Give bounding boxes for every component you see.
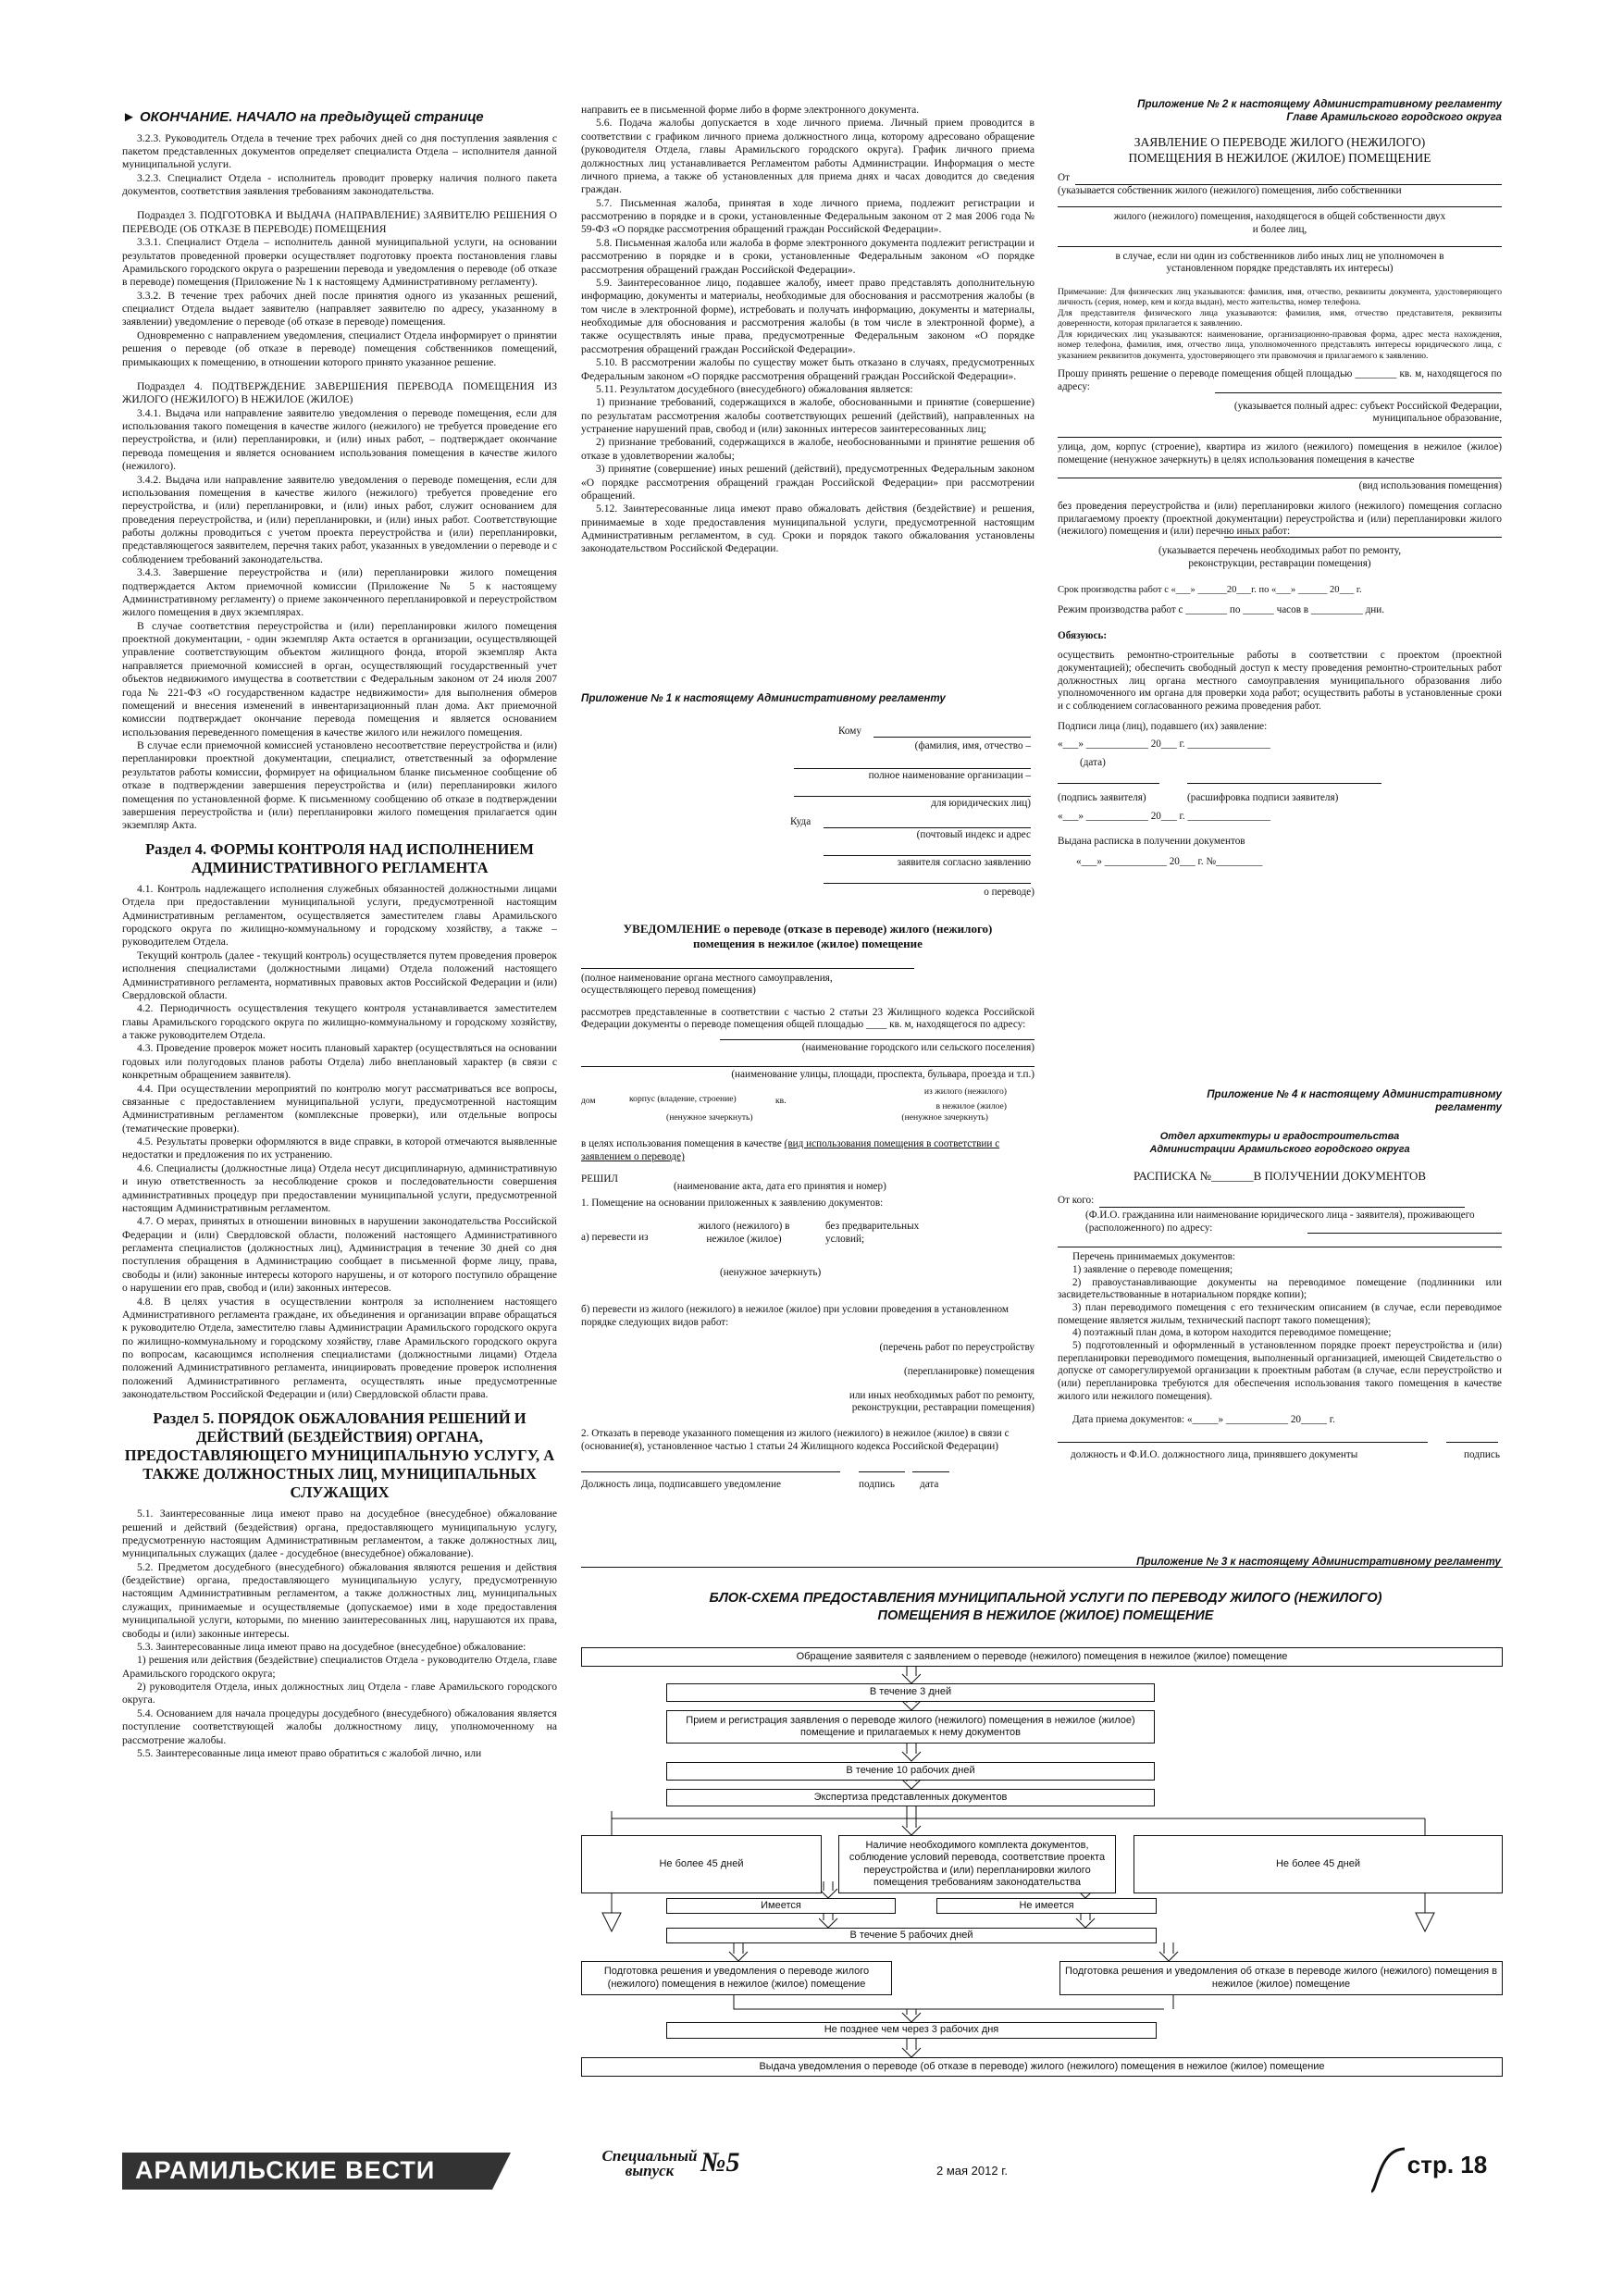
page-footer <box>122 2145 1501 2197</box>
appendix-4-form <box>1058 1088 1502 1471</box>
zhil-caption: жилого (нежилого) помещения, находящегося в общей собственности двух и более лиц, <box>1113 211 1446 235</box>
line <box>1058 1234 1502 1247</box>
flow-step-prepare-transfer: Подготовка решения и уведомления о переводе жилого (нежилого) помещения в нежилое (жилое) помещение <box>581 1961 892 1995</box>
otdel-caption: Отдел архитектуры и градостроительства Администрации Арамильского городского округа <box>1149 1131 1410 1155</box>
col1-block1 <box>122 132 557 199</box>
line <box>1075 175 1502 185</box>
inyh-caption: или иных необходимых работ по ремонту, реконструкции, реставрации помещения) <box>849 1389 1035 1414</box>
line <box>1099 1198 1465 1208</box>
note-physical: Примечание: Для физических лиц указываются: фамилия, имя, отчество, реквизиты документа, удостоверяющего личность (серия, номер, кем и когда выдан), место жительства, номер телефона. <box>1058 286 1502 308</box>
fio-caption: (фамилия, имя, отчество – <box>914 740 1031 752</box>
paragraph: 4.1. Контроль надлежащего исполнения служебных обязанностей должностными лицами Отдела при предоставлении муниципальной услуги, предусмотренной настоящим Административным регламентом, осуществляется заместителем главы Арамильского городского округа по жилищно-коммунальному и городскому хозяйству, а также – руководителем Отдела. <box>122 882 557 949</box>
podpis-caption: подпись <box>859 1479 895 1491</box>
bez-text: без проведения переустройства и (или) перепланировки жилого (нежилого) помещения согласно прилагаемому проекту (проектной документации) переустройства и (или) перепланировки жилого (нежилого) помещения и (или) перечню иных работ: <box>1058 501 1502 538</box>
paragraph: 5.10. В рассмотрении жалобы по существу может быть отказано в случаях, предусмотренных Федеральным законом «О порядке рассмотрения обращений граждан Российской Федерации». <box>581 356 1035 382</box>
sobstv-caption: (указывается собственник жилого (нежилого) помещения, либо собственники <box>1058 184 1402 196</box>
kv-label: кв. <box>775 1096 787 1107</box>
perech-caption: (указывается перечень необходимых работ по ремонту, реконструкции, реставрации помещения) <box>1158 545 1402 569</box>
paragraph: В случае если приемочной комиссией установлено несоответствие переустройства и (или) перепланировки проектной документации, специалист, ответственный за оформление результатов работы комиссии, формирует на официальном бланке письменное сообщение об отказе в подтверждении завершения переустройства и (или) перепланировки жилого помещения по установленной форме. К письменному сообщению об отказе в подтверждении завершения переустройства и (или) перепланировки жилого помещения прилагается один экземпляр Акта. <box>122 739 557 832</box>
paragraph: 1) признание требований, содержащихся в жалобе, обоснованными и принятие (совершение) по результатам рассмотрения жалобы соответствующих решений (действий), направленных на устранение нарушений прав, свобод и (или) законных интересов заинтересованных лиц; <box>581 396 1035 435</box>
appendix-1-header: Приложение № 1 к настоящему Административному регламенту <box>581 692 946 704</box>
special-issue-label: Специальный выпуск <box>601 2147 698 2180</box>
paragraph: 4.6. Специалисты (должностные лица) Отдела несут дисциплинарную, административную и иную ответственность за несоблюдение сроков и последовательности совершения административных процедур при предоставлении муниципальной услуги, предусмотренной настоящим Административным регламентом. <box>122 1161 557 1214</box>
obyaz-label: Обязуюсь: <box>1058 629 1108 641</box>
option-b: б) перевести из жилого (нежилого) в нежилое (жилое) при условии проведения в установленном порядке следующих видов работ: <box>581 1304 1009 1328</box>
line <box>1215 389 1502 393</box>
issue-date: 2 мая 2012 г. <box>936 2164 1008 2178</box>
dolzh-caption: должность и Ф.И.О. должностного лица, принявшего документы <box>1071 1448 1358 1460</box>
celi-label: в целях использования помещения в качестве <box>581 1138 782 1150</box>
option-a-middle: жилого (нежилого) в нежилое (жилое) <box>698 1221 790 1246</box>
line <box>1187 783 1381 784</box>
line <box>824 855 1031 856</box>
appendix-3-header: Приложение № 3 к настоящему Административному регламенту <box>1136 1556 1501 1568</box>
srok-text: Срок производства работ с «___» ______20___г. по «___» ______ 20___ г. <box>1058 585 1362 596</box>
ot-label: От <box>1058 172 1070 184</box>
appendix-1-form <box>581 692 1035 1508</box>
reshil-label: РЕШИЛ <box>581 1173 619 1185</box>
line <box>1058 197 1502 207</box>
paragraph: 5.1. Заинтересованные лица имеют право на досудебное (внесудебное) обжалование решений и действий (бездействия) органа, предоставляющего муниципальную услугу, предусмотренную настоящим Административным регламентом, а также должностных лиц, муниципальных служащих (далее - досудебное (внесудебное) обжалование). <box>122 1508 557 1560</box>
flow-step-5-days: В течение 5 рабочих дней <box>666 1928 1157 1943</box>
nenuzh-caption: (ненужное зачеркнуть) <box>901 1112 988 1123</box>
paragraph: 5.2. Предметом досудебного (внесудебного) обжалования являются решения и действия (бездействие) органа, предоставляющего муниципальную услугу, предусмотренную настоящим Административным регламентом, а также должностных лиц, муниципальных служащих, принимаемые и осуществляемые (допускаемое) ими в ходе предоставления муниципальной услуги, которыми, по мнению заинтересованных лиц, нарушаются их права, свободы и (или) законные интересы. <box>122 1560 557 1640</box>
col1-block3 <box>122 380 557 833</box>
celi-row <box>581 1138 1035 1163</box>
proshu-text: Прошу принять решение о переводе помещения общей площадью ________ кв. м, находящегося по адресу: <box>1058 368 1502 393</box>
raspiska-title: РАСПИСКА №_______В ПОЛУЧЕНИИ ДОКУМЕНТОВ <box>1133 1169 1427 1184</box>
section-5-heading: Раздел 5. ПОРЯДОК ОБЖАЛОВАНИЯ РЕШЕНИЙ И ДЕЙСТВИЙ (БЕЗДЕЙСТВИЯ) ОРГАНА, ПРЕДОСТАВЛЯЮЩЕГО МУНИЦИПАЛЬНУЮ УСЛУГУ, А ТАКЖЕ ДОЛЖНОСТНЫХ ЛИЦ, МУНИЦИПАЛЬНЫХ СЛУЖАЩИХ <box>124 1409 555 1502</box>
paragraph: 5.9. Заинтересованное лицо, подавшее жалобу, имеет право представлять дополнительную информацию, документы и материалы, необходимые для обоснования и рассмотрения жалобы (в том числе в электронной форме), истребовать и получать информацию, документы и материалы, необходимые для обоснования и рассмотрения жалобы (в том числе в электронной форме), а также осуществлять иные права, предусмотренные Федеральным законом «О порядке рассмотрения обращений граждан Российской Федерации». <box>581 276 1035 355</box>
line <box>824 827 1031 828</box>
paragraph: 1) решения или действия (бездействие) специалистов Отдела - руководителю Отдела, главе Арамильского городского округа; <box>122 1654 557 1680</box>
col1-block5 <box>122 1508 557 1760</box>
line <box>581 1055 1035 1067</box>
line <box>824 883 1031 884</box>
paragraph: 5.11. Результатом досудебного (внесудебного) обжалования является: <box>596 382 913 395</box>
line <box>912 1471 949 1472</box>
flowchart <box>581 1643 1503 2128</box>
paragraph: 4.2. Периодичность осуществления текущего контроля устанавливается заместителем главы Арамильского городского округа по жилищно-коммунальному и городскому хозяйству, а также руководителем Отдела. <box>122 1002 557 1042</box>
paragraph: 3.2.3. Руководитель Отдела в течение трех рабочих дней со дня поступления заявления с пакетом представленных документов определяет специалиста Отдела – исполнителя данной муниципальной услуги. <box>122 131 557 171</box>
sign-caption: Должность лица, подписавшего уведомление <box>581 1479 781 1491</box>
organ-caption: (полное наименование органа местного самоуправления, осуществляющего перевод помещения) <box>581 972 833 997</box>
line <box>1058 1442 1428 1443</box>
continuation-header: ► ОКОНЧАНИЕ. НАЧАЛО на предыдущей странице <box>122 109 484 125</box>
paragraph: 2) руководителя Отдела, иных должностных лиц Отдела - главе Арамильского городского округа. <box>122 1681 557 1706</box>
date-2: «___» ____________ 20___ г. ________________ <box>1058 810 1270 822</box>
flow-step-not-available: Не имеется <box>936 1898 1157 1914</box>
flow-step-check-documents: Наличие необходимого комплекта документов, соблюдение условий перевода, соответствие проекта переустройства и (или) перепланировки жилого помещения требованиям законодательства <box>838 1835 1116 1893</box>
gorod-caption: (наименование городского или сельского поселения) <box>801 1042 1035 1054</box>
paragraph: 5.3. Заинтересованные лица имеют право на досудебное (внесудебное) обжалование: <box>137 1640 527 1653</box>
flow-step-registration: Прием и регистрация заявления о переводе жилого (нежилого) помещения в нежилое (жилое) помещение и прилагаемых к нему документов <box>666 1710 1155 1744</box>
flow-step-available: Имеется <box>666 1898 896 1914</box>
date-3: «___» ____________ 20___ г. №_________ <box>1076 855 1263 867</box>
kuda-label: Куда <box>790 816 812 828</box>
doc-item: 2) правоустанавливающие документы на переводимое помещение (подлинники или засвидетельствованные в нотариальном порядке копии); <box>1058 1276 1502 1301</box>
line <box>581 1471 840 1472</box>
flow-step-3-days: В течение 3 дней <box>666 1683 1155 1702</box>
appendix-4-header: Приложение № 4 к настоящему Административному регламенту <box>1207 1088 1502 1114</box>
flow-step-prepare-refusal: Подготовка решения и уведомления об отказе в переводе жилого (нежилого) помещения в нежилое (жилое) помещение <box>1059 1961 1503 1995</box>
ul-caption: для юридических лиц) <box>931 798 1031 810</box>
paragraph: 5.12. Заинтересованные лица имеют право обжаловать действия (бездействие) и решения, принимаемые в ходе предоставления муниципальной услуги, предусмотренной настоящим Административным регламентом, в суд. Сроки и порядок такого обжалования установлены законодательством Российской Федерации. <box>581 503 1035 555</box>
otkogo-row <box>1058 1195 1502 1208</box>
rassm-text: рассмотрев представленные в соответствии с частью 2 статьи 23 Жилищного кодекса Российской Федерации документы о переводе помещения общей площадью ____ кв. м, находящегося по адресу: <box>581 1006 1035 1031</box>
line <box>859 1471 905 1472</box>
appendix-2-header: Приложение № 2 к настоящему Административному регламенту Главе Арамильского городского округа <box>1137 98 1502 124</box>
data-caption: (дата) <box>1080 756 1106 768</box>
doc-item: 5) подготовленный и оформленный в установленном порядке проект переустройства и (или) перепланировки переводимого помещения, выполненный организацией, имеющей Свидетельство о допуске от саморегулируемой организации к проектным работам (в случае, если переустройство и (или) перепланировка требуются для обеспечения использования такого помещения в качестве жилого или нежилого помещения). <box>1058 1339 1502 1402</box>
nenuzh-caption: (ненужное зачеркнуть) <box>666 1112 753 1123</box>
zayav-caption: заявителя согласно заявлению <box>897 857 1031 869</box>
obyaz-text: осуществить ремонтно-строительные работы в соответствии с проектом (проектной документацией); обеспечить свободный доступ к месту проведения ремонтно-строительных работ должностных лиц органа местного самоуправления муниципального образования либо уполномоченного им органа для проверки хода работ; осуществить работы в установленные сроки и с соблюдением согласованного режима проведения работ. <box>1058 650 1502 712</box>
vydana-text: Выдана расписка в получении документов <box>1058 836 1245 848</box>
paragraph: 5.8. Письменная жалоба или жалоба в форме электронного документа подлежит регистрации и рассмотрению в порядке и в сроки, установленные Федеральным законом «О порядке рассмотрения обращений граждан Российской Федерации». <box>581 236 1035 276</box>
data-caption: дата <box>920 1479 939 1491</box>
adres-caption: (указывается полный адрес: субъект Российской Федерации, муниципальное образование, <box>1233 400 1502 425</box>
paragraph: 3.4.1. Выдача или направление заявителю уведомления о переводе помещения, если для использования такого помещения в качестве жилого (нежилого) не требуется проведение его переустройства, и (или) перепланировки, и (или) иных работ, – подтверждает окончание перевода помещения и является основанием использования помещения в качестве жилого (нежилого). <box>122 406 557 473</box>
paragraph: 5.6. Подача жалобы допускается в ходе личного приема. Личный прием проводится в соответствии с графиком личного приема должностного лица, которому адресовано обращение (руководителя Отдела, главы Арамильского городского округа). График личного приема должностных лиц устанавливается Регламентом работы Администрации. Информация о месте личного приема, а также об установленных для приема днях и часах доводится до сведения граждан. <box>581 117 1035 196</box>
flow-step-10-days: В течение 10 рабочих дней <box>666 1762 1155 1781</box>
ulica-caption: (наименование улицы, площади, проспекта, бульвара, проезда и т.п.) <box>731 1068 1035 1080</box>
ulica-text: улица, дом, корпус (строение), квартира из жилого (нежилого) помещения в нежилое (жилое) помещение (ненужное зачеркнуть) в целях использования помещения в качестве <box>1058 441 1502 465</box>
paragraph: В случае соответствия переустройства и (или) перепланировки жилого помещения проектной документации, - один экземпляр Акта остается в организации, осуществляющей управление соответствующим объектом жилищного фонда, второй экземпляр Акта направляется приемочной комиссией в орган, осуществляющий государственный учет объектов недвижимого имущества в соответствии с Федеральным законом от 24 июля 2007 года № 221-ФЗ «О государственном кадастре недвижимости» для выполнения обмеров помещений и внесения изменений в инвентаризационный план дома. Акт приемочной комиссии подтверждает окончание перевода помещения и является основанием использования переведенного помещения в качестве жилого или нежилого помещения. <box>122 619 557 738</box>
paragraph: 3.3.1. Специалист Отдела – исполнитель данной муниципальной услуги, на основании результатов проведенной проверки осуществляет подготовку проекта постановления главы Арамильского городского округа о разрешении перевода и уведомления о переводе (об отказе в переводе) помещения (Приложение № 1 к настоящему Административному регламенту). <box>122 236 557 289</box>
sluchae-caption: в случае, если ни один из собственников либо иных лиц не уполномочен в установленном порядке представлять их интересы) <box>1115 250 1444 275</box>
option-a-right: без предварительных условий; <box>825 1221 920 1246</box>
doc-item: 4) поэтажный план дома, в котором находится переводимое помещение; <box>1072 1327 1392 1339</box>
line <box>794 796 1031 797</box>
fio-caption: (Ф.И.О. гражданина или наименование юридического лица - заявителя), проживающего (расположенного) по адресу: <box>1085 1210 1475 1234</box>
otkogo-label: От кого: <box>1058 1195 1095 1207</box>
paragraph: 3) принятие (совершение) иных решений (действий), предусмотренных Федеральным законом «О порядке рассмотрения обращений граждан Российской Федерации» при рассмотрении обращений. <box>581 463 1035 502</box>
paragraph: 2) признание требований, содержащихся в жалобе, необоснованными и принятие решения об отказе в удовлетворении жалобы; <box>581 436 1035 462</box>
pereplan-caption: (перепланировке) помещения <box>904 1366 1035 1378</box>
reshil-row <box>581 1173 1035 1198</box>
addressee-block <box>581 726 1035 888</box>
paragraph: 5.7. Письменная жалоба, принятая в ходе личного приема, подлежит регистрации и рассмотрению в порядке и в сроки, установленные Федеральным законом от 2 мая 2006 года № 59-ФЗ «О порядке рассмотрения обращений граждан Российской Федерации». <box>581 196 1035 236</box>
paragraph: 4.7. О мерах, принятых в отношении виновных в нарушении законодательства Российской Федерации и (или) Свердловской области, положений настоящего Административного регламента специалистов (должностных лиц), Администрация в течение 30 дней со дня поступления обращения в Администрацию сообщает в письменной форме лицу, права, свободы и (или) законные интересы которого нарушены, и от которого поступило обращение о нарушении его прав, свобод и (или) законных интересов. <box>122 1215 557 1295</box>
option-a <box>581 1217 1035 1267</box>
issue-number: №5 <box>700 2147 740 2178</box>
option-a-label: а) перевести из <box>581 1232 649 1244</box>
perevod-caption: о переводе) <box>984 887 1035 899</box>
line <box>581 968 914 969</box>
flow-step-3-working-days: Не позднее чем через 3 рабочих дня <box>666 2022 1157 2039</box>
line <box>1446 1442 1498 1443</box>
vid-caption: (вид использования помещения) <box>1358 480 1502 492</box>
col1-block4 <box>122 883 557 1402</box>
line <box>794 768 1031 769</box>
rezhim-text: Режим производства работ с ________ по ______ часов в __________ дни. <box>1058 603 1385 615</box>
p1-text: 1. Помещение на основании приложенных к заявлению документов: <box>581 1197 884 1209</box>
flow-step-issue-notice: Выдача уведомления о переводе (об отказе в переводе) жилого (нежилого) помещения в нежилое (жилое) помещение <box>581 2057 1503 2077</box>
receiver-row <box>1058 1440 1502 1471</box>
paragraph: 5.5. Заинтересованные лица имеют право обратиться с жалобой лично, или <box>137 1746 482 1759</box>
data-priema: Дата приема документов: «_____» ____________ 20_____ г. <box>1072 1414 1335 1426</box>
paragraph: 4.5. Результаты проверки оформляются в виде справки, в которой отмечаются выявленные недостатки и предложения по их устранению. <box>122 1136 557 1161</box>
paragraph: 4.4. При осуществлении мероприятий по контролю могут рассматриваться все вопросы, связанные с предоставлением муниципальной услуги, предусмотренной настоящим Административным регламентом (комплексные проверки), или отдельные вопросы (тематические проверки). <box>122 1082 557 1135</box>
signature-row <box>581 1471 1035 1508</box>
rassh-caption: (расшифровка подписи заявителя) <box>1187 791 1339 803</box>
masthead-title: АРАМИЛЬСКИЕ ВЕСТИ <box>135 2156 436 2184</box>
col1-block2 <box>122 209 557 369</box>
section-4-heading: Раздел 4. ФОРМЫ КОНТРОЛЯ НАД ИСПОЛНЕНИЕМ АДМИНИСТРАТИВНОГО РЕГЛАМЕНТА <box>145 839 534 876</box>
date-1: «___» ____________ 20___ г. ________________ <box>1058 738 1270 751</box>
line <box>720 1032 1035 1040</box>
column-1 <box>122 109 557 2141</box>
line <box>1058 783 1159 784</box>
iz-label: из жилого (нежилого) <box>923 1086 1007 1098</box>
line <box>1058 237 1502 247</box>
line <box>1058 466 1502 478</box>
column-2 <box>581 104 1035 738</box>
flowchart-title: БЛОК-СХЕМА ПРЕДОСТАВЛЕНИЯ МУНИЦИПАЛЬНОЙ УСЛУГИ ПО ПЕРЕВОДУ ЖИЛОГО (НЕЖИЛОГО) ПОМЕЩЕНИЯ В НЕЖИЛОЕ (ЖИЛОЕ) ПОМЕЩЕНИЕ <box>709 1591 1382 1623</box>
nenuzh-caption: (ненужное зачеркнуть) <box>720 1267 822 1279</box>
akt-caption: (наименование акта, дата его принятия и номер) <box>674 1180 886 1192</box>
flow-step-45-days-left: Не более 45 дней <box>581 1835 822 1893</box>
podpis-caption: подпись <box>1464 1448 1500 1460</box>
paragraph: 3.4.2. Выдача или направление заявителю уведомления о переводе помещения, если для использования помещения в качестве жилого (нежилого) требуется проведение его переустройства, и (или) перепланировки, и (или) иных работ, служит основанием для проведения переустройства, и (или) перепланировки, и (или) иных работ. Соответствующие работы должны проводиться с учетом проекта переустройства и (или) перепланировки, представляющегося заявителем, перечня таких работ, указанных в уведомлении о переводе и с соблюдением требований законодательства. <box>122 473 557 565</box>
paragraph: 3.3.2. В течение трех рабочих дней после принятия одного из указанных решений, специалист Отдела выдает заявителю (направляет заявителю по адресу, указанному в заявлении) уведомление о переводе (об отказе в переводе) помещения. <box>122 289 557 329</box>
ot-row <box>1058 172 1502 185</box>
paragraph: Одновременно с направлением уведомления, специалист Отдела информирует о принятии решения о переводе (об отказе в переводе) помещения собственников помещений, примыкающих к помещению, в отношении которого принято указанное решение. <box>122 329 557 368</box>
perech-caption: (перечень работ по переустройству <box>879 1342 1035 1354</box>
podpisi-label: Подписи лица (лиц), подавшего (их) заявление: <box>1058 720 1268 732</box>
komu-label: Кому <box>838 726 861 738</box>
korpus-label: корпус (владение, строение) <box>629 1094 737 1105</box>
paragraph: Текущий контроль (далее - текущий контроль) осуществляется путем проведения проверок исполнения специалистами (должностными лицами) Отдела положений настоящего Административного регламента, нормативных правовых актов Российской Федерации и (или) Свердловской области. <box>122 949 557 1001</box>
p2-text: 2. Отказать в переводе указанного помещения из жилого (нежилого) в нежилое (жилое) в связи с (основание(я), установленное частью 1 статьи 24 Жилищного кодекса Российской Федерации) <box>581 1428 1010 1452</box>
page-number: стр. 18 <box>1406 2151 1488 2178</box>
flow-step-expertise: Экспертиза представленных документов <box>666 1789 1155 1806</box>
notice-title: УВЕДОМЛЕНИЕ о переводе (отказе в переводе) жилого (нежилого) помещения в нежилое (жилое) помещение <box>623 921 993 950</box>
dom-row <box>581 1086 1035 1127</box>
dom-label: дом <box>581 1096 596 1107</box>
note-representative: Для представителя физического лица указываются: фамилия, имя, отчество представителя, реквизиты доверенности, которая прилагается к заявлению. <box>1058 307 1502 329</box>
doc-item: 3) план переводимого помещения с его техническим описанием (в случае, если переводимое помещение является жилым, технический паспорт такого помещения); <box>1058 1301 1502 1326</box>
paragraph: 3.2.3. Специалист Отдела - исполнитель проводит проверку наличия полного пакета документов, соответствия заявления требованиям законодательства. <box>122 171 557 198</box>
index-caption: (почтовый индекс и адрес <box>916 829 1031 841</box>
paragraph: направить ее в письменной форме либо в форме электронного документа. <box>581 104 920 116</box>
application-title: ЗАЯВЛЕНИЕ О ПЕРЕВОДЕ ЖИЛОГО (НЕЖИЛОГО) ПОМЕЩЕНИЯ В НЕЖИЛОЕ (ЖИЛОЕ) ПОМЕЩЕНИЕ <box>1128 135 1431 166</box>
doc-item: 1) заявление о переводе помещения; <box>1072 1263 1233 1275</box>
paragraph: 4.8. В целях участия в осуществлении контроля за исполнением настоящего Административного регламента граждане, их объединения и организации вправе обращаться к руководителю Отдела, заместителю главы Администрации Арамильского городского округа по жилищно-коммунальному и городскому хозяйству, главе Арамильского городского округа по вопросам, касающимся исполнения специалистами (должностными лицами) Отдела положений Административного регламента, инициировать проведение проверок исполнения положений Административного регламента, осуществлять иные предусмотренные законодательством Российской Федерации и (или) Свердловской области права. <box>122 1295 557 1401</box>
org-caption: полное наименование организации – <box>868 770 1031 782</box>
line <box>1058 426 1502 438</box>
appendix-2-form <box>1058 98 1502 868</box>
paragraph: 5.4. Основанием для начала процедуры досудебного (внесудебного) обжалования является поступление соответствующей жалобы должностному лицу, уполномоченному на рассмотрение жалобы. <box>122 1706 557 1746</box>
note-legal: Для юридических лиц указываются: наименование, организационно-правовая форма, адрес места нахождения, номер телефона, фамилия, имя, отчество лица, уполномоченного представлять интересы юридического лица, с указанием реквизитов документа, удостоверяющего эти правомочия и прилагаемого к заявлению. <box>1058 329 1502 361</box>
paragraph: 4.3. Проведение проверок может носить плановый характер (осуществляться на основании годовых или полугодовых планов работы Отдела) либо внеплановый характер (в связи с конкретным обращением заявителя). <box>122 1042 557 1082</box>
zayav-sign-row <box>1058 779 1502 811</box>
flow-step-request: Обращение заявителя с заявлением о переводе (нежилого) помещения в нежилое (жилое) помещение <box>581 1647 1503 1667</box>
komu-line <box>873 737 1031 738</box>
paragraph: 3.4.3. Завершение переустройства и (или) перепланировки жилого помещения подтверждается Актом приемочной комиссии (Приложение № 5 к настоящему Административному регламенту) о приеме законченного перепланировкой и переустройством жилого помещения в двух экземплярах. <box>122 566 557 619</box>
subsection-heading: Подраздел 3. ПОДГОТОВКА И ВЫДАЧА (НАПРАВЛЕНИЕ) ЗАЯВИТЕЛЮ РЕШЕНИЯ О ПЕРЕВОДЕ (ОБ ОТКАЗЕ В ПЕРЕВОДЕ) ПОМЕЩЕНИЯ <box>122 209 557 235</box>
podpis-zayav-caption: (подпись заявителя) <box>1058 791 1146 803</box>
perechen-label: Перечень принимаемых документов: <box>1072 1251 1236 1263</box>
vnezh-label: в нежилое (жилое) <box>935 1101 1007 1112</box>
subsection-heading: Подраздел 4. ПОДТВЕРЖДЕНИЕ ЗАВЕРШЕНИЯ ПЕРЕВОДА ПОМЕЩЕНИЯ ИЗ ЖИЛОГО (НЕЖИЛОГО) В НЕЖИЛОЕ (ЖИЛОЕ) <box>122 379 557 406</box>
vid-caption: (вид использования помещения в соответствии с заявлением о переводе) <box>581 1138 1000 1163</box>
flow-step-45-days-right: Не более 45 дней <box>1134 1835 1503 1893</box>
